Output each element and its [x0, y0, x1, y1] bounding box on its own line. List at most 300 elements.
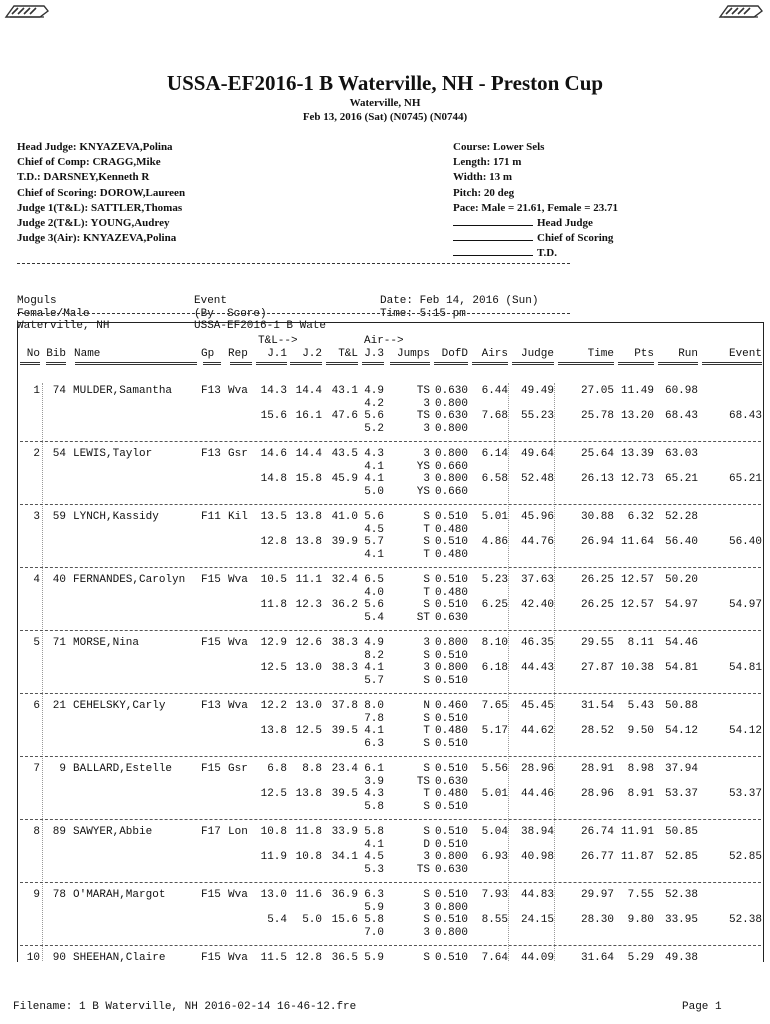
- divider: [17, 263, 570, 264]
- run-score: 49.38: [664, 952, 698, 962]
- judge1-score: 14.6: [260, 448, 287, 460]
- jump-code: S: [423, 800, 430, 813]
- airs-score: 5.01: [481, 788, 508, 800]
- row-separator: [20, 756, 761, 757]
- air-judge-score: 4.0: [364, 586, 384, 599]
- column-header-rep: Rep: [228, 348, 248, 360]
- bib-number: 59: [52, 511, 66, 523]
- degree-of-difficulty: 0.630: [434, 863, 468, 876]
- time-points: 5.43: [627, 700, 654, 712]
- degree-of-difficulty: 0.510: [434, 649, 468, 662]
- course-width: Width: 13 m: [453, 171, 513, 184]
- airs-score: 5.04: [481, 826, 508, 838]
- turns-score: 38.3: [331, 662, 358, 674]
- competitor-name: LEWIS,Taylor: [73, 448, 153, 460]
- jump-code: T: [423, 586, 430, 599]
- signature-head-judge: Head Judge: [453, 216, 618, 231]
- turns-score: 34.1: [331, 851, 358, 863]
- run-score: 68.43: [664, 410, 698, 422]
- age-group: F15: [201, 889, 221, 901]
- degree-of-difficulty: 0.510: [434, 712, 468, 725]
- column-header-name: Name: [74, 348, 101, 360]
- run-score: 50.85: [664, 826, 698, 838]
- time-points: 8.11: [627, 637, 654, 649]
- time-points: 11.64: [620, 536, 654, 548]
- degree-of-difficulty: 0.510: [434, 914, 468, 926]
- column-header-jumps: Jumps: [396, 348, 430, 360]
- jump-code: S: [423, 914, 430, 926]
- judge1-score: 11.8: [260, 599, 287, 611]
- event-info-col3: Date: Feb 14, 2016 (Sun) Time: 5:15 pm: [380, 295, 539, 320]
- judge-total: 42.40: [520, 599, 554, 611]
- judge-total: 44.62: [520, 725, 554, 737]
- run-score: 54.81: [664, 662, 698, 674]
- air-judge-score: 4.5: [364, 523, 384, 536]
- degree-of-difficulty: 0.510: [434, 838, 468, 851]
- degree-of-difficulty: 0.800: [434, 662, 468, 674]
- degree-of-difficulty: 0.510: [434, 737, 468, 750]
- air-judge-score: 4.1: [364, 725, 384, 737]
- air-judge-score: 8.2: [364, 649, 384, 662]
- judge1-score: 6.8: [267, 763, 287, 775]
- age-group: F15: [201, 637, 221, 649]
- airs-score: 6.44: [481, 385, 508, 397]
- time-points: 11.49: [620, 385, 654, 397]
- jump-code: YS: [416, 460, 430, 473]
- degree-of-difficulty: 0.800: [434, 637, 468, 649]
- column-header-pts: Pts: [634, 348, 654, 360]
- jump-code: 3: [423, 448, 430, 460]
- time-points: 9.80: [627, 914, 654, 926]
- judge-total: 52.48: [520, 473, 554, 485]
- run-score: 37.94: [664, 763, 698, 775]
- judge2-score: 12.6: [295, 637, 322, 649]
- club-rep: Kil: [228, 511, 248, 523]
- judge1-score: 10.5: [260, 574, 287, 586]
- column-group-tl: T&L-->: [258, 335, 298, 347]
- column-header-dofd: DofD: [441, 348, 468, 360]
- degree-of-difficulty: 0.800: [434, 422, 468, 435]
- jump-code: S: [423, 952, 430, 962]
- run-time: 26.74: [580, 826, 614, 838]
- rank-number: 3: [33, 511, 40, 523]
- age-group: F13: [201, 700, 221, 712]
- degree-of-difficulty: 0.660: [434, 485, 468, 498]
- time-points: 8.98: [627, 763, 654, 775]
- event-score: 54.81: [728, 662, 762, 674]
- jump-code: T: [423, 523, 430, 536]
- judge2-score: 5.0: [302, 914, 322, 926]
- run-score: 33.95: [664, 914, 698, 926]
- judge1-score: 11.9: [260, 851, 287, 863]
- header-underline: [512, 362, 554, 365]
- rank-number: 8: [33, 826, 40, 838]
- competitor-name: MORSE,Nina: [73, 637, 140, 649]
- run-time: 28.30: [580, 914, 614, 926]
- run-score: 52.85: [664, 851, 698, 863]
- judge-total: 46.35: [520, 637, 554, 649]
- event-score: 52.85: [728, 851, 762, 863]
- rank-number: 4: [33, 574, 40, 586]
- judge2-score: 12.5: [295, 725, 322, 737]
- column-header-airs: Airs: [481, 348, 508, 360]
- time-points: 13.20: [620, 410, 654, 422]
- official-chief-of-comp: Chief of Comp: CRAGG,Mike: [17, 156, 161, 169]
- judge2-score: 13.8: [295, 788, 322, 800]
- ussa-logo: [4, 3, 50, 19]
- event-score: 52.38: [728, 914, 762, 926]
- airs-score: 6.58: [481, 473, 508, 485]
- club-rep: Wva: [228, 574, 248, 586]
- bib-number: 54: [52, 448, 66, 460]
- judge-total: 49.64: [520, 448, 554, 460]
- jump-code: S: [423, 889, 430, 901]
- judge1-score: 13.0: [260, 889, 287, 901]
- column-header-j3: J.3: [364, 348, 384, 360]
- jump-code: S: [423, 536, 430, 548]
- turns-score: 43.5: [331, 448, 358, 460]
- run-time: 29.97: [580, 889, 614, 901]
- air-judge-score: 5.0: [364, 485, 384, 498]
- run-time: 30.88: [580, 511, 614, 523]
- degree-of-difficulty: 0.800: [434, 448, 468, 460]
- run-score: 53.37: [664, 788, 698, 800]
- air-judge-score: 4.1: [364, 548, 384, 561]
- official-td: T.D.: DARSNEY,Kenneth R: [17, 171, 150, 184]
- report-title: USSA-EF2016-1 B Waterville, NH - Preston Cup: [166, 71, 604, 95]
- club-rep: Wva: [228, 889, 248, 901]
- signature-chief-of-scoring: Chief of Scoring: [453, 231, 618, 246]
- jump-code: S: [423, 712, 430, 725]
- club-rep: Gsr: [228, 448, 248, 460]
- degree-of-difficulty: 0.630: [434, 385, 468, 397]
- judge2-score: 13.8: [295, 511, 322, 523]
- bib-number: 21: [52, 700, 66, 712]
- degree-of-difficulty: 0.510: [434, 536, 468, 548]
- air-judge-score: 5.8: [364, 914, 384, 926]
- air-judge-score: 6.1: [364, 763, 384, 775]
- club-rep: Wva: [228, 637, 248, 649]
- run-time: 26.94: [580, 536, 614, 548]
- judge1-score: 12.8: [260, 536, 287, 548]
- judge2-score: 12.8: [295, 952, 322, 962]
- judge-total: 44.46: [520, 788, 554, 800]
- airs-score: 5.01: [481, 511, 508, 523]
- turns-score: 45.9: [331, 473, 358, 485]
- age-group: F15: [201, 952, 221, 962]
- bib-number: 74: [52, 385, 66, 397]
- judge-total: 44.83: [520, 889, 554, 901]
- air-judge-score: 7.0: [364, 926, 384, 939]
- judge1-score: 12.2: [260, 700, 287, 712]
- run-time: 27.87: [580, 662, 614, 674]
- jump-code: 3: [423, 637, 430, 649]
- bib-number: 9: [59, 763, 66, 775]
- jump-code: 3: [423, 422, 430, 435]
- judge-total: 49.49: [520, 385, 554, 397]
- row-separator: [20, 882, 761, 883]
- turns-score: 43.1: [331, 385, 358, 397]
- degree-of-difficulty: 0.480: [434, 725, 468, 737]
- turns-score: 38.3: [331, 637, 358, 649]
- run-score: 60.98: [664, 385, 698, 397]
- column-header-event: Event: [728, 348, 762, 360]
- header-underline: [46, 362, 66, 365]
- degree-of-difficulty: 0.510: [434, 800, 468, 813]
- air-judge-score: 4.3: [364, 788, 384, 800]
- jump-code: TS: [416, 775, 430, 788]
- run-time: 28.52: [580, 725, 614, 737]
- airs-score: 4.86: [481, 536, 508, 548]
- ussa-logo: [718, 3, 764, 19]
- time-points: 5.29: [627, 952, 654, 962]
- air-judge-score: 5.7: [364, 674, 384, 687]
- degree-of-difficulty: 0.800: [434, 397, 468, 410]
- airs-score: 7.93: [481, 889, 508, 901]
- run-time: 26.13: [580, 473, 614, 485]
- judge2-score: 14.4: [295, 448, 322, 460]
- competitor-name: LYNCH,Kassidy: [73, 511, 159, 523]
- judge2-score: 16.1: [295, 410, 322, 422]
- rank-number: 7: [33, 763, 40, 775]
- header-underline: [434, 362, 468, 365]
- judge1-score: 12.9: [260, 637, 287, 649]
- row-separator: [20, 819, 761, 820]
- turns-score: 36.5: [331, 952, 358, 962]
- time-points: 9.50: [627, 725, 654, 737]
- column-header-run: Run: [678, 348, 698, 360]
- time-points: 12.73: [620, 473, 654, 485]
- air-judge-score: 5.8: [364, 800, 384, 813]
- air-judge-score: 8.0: [364, 700, 384, 712]
- airs-score: 5.17: [481, 725, 508, 737]
- run-score: 54.12: [664, 725, 698, 737]
- judge-total: 44.43: [520, 662, 554, 674]
- header-underline: [230, 362, 252, 365]
- judge-total: 44.76: [520, 536, 554, 548]
- turns-score: 33.9: [331, 826, 358, 838]
- judge1-score: 14.3: [260, 385, 287, 397]
- turns-score: 39.5: [331, 788, 358, 800]
- officials-list: [17, 140, 185, 246]
- degree-of-difficulty: 0.480: [434, 548, 468, 561]
- air-judge-score: 4.1: [364, 662, 384, 674]
- bib-number: 40: [52, 574, 66, 586]
- degree-of-difficulty: 0.510: [434, 889, 468, 901]
- run-score: 63.03: [664, 448, 698, 460]
- air-judge-score: 5.9: [364, 901, 384, 914]
- judge1-score: 12.5: [260, 788, 287, 800]
- judge1-score: 10.8: [260, 826, 287, 838]
- jump-code: TS: [416, 863, 430, 876]
- run-time: 28.96: [580, 788, 614, 800]
- bib-number: 89: [52, 826, 66, 838]
- airs-score: 6.25: [481, 599, 508, 611]
- header-underline: [618, 362, 654, 365]
- jump-code: S: [423, 649, 430, 662]
- column-group-air: Air-->: [364, 335, 404, 347]
- degree-of-difficulty: 0.510: [434, 599, 468, 611]
- judge2-score: 13.8: [295, 536, 322, 548]
- degree-of-difficulty: 0.630: [434, 410, 468, 422]
- degree-of-difficulty: 0.630: [434, 611, 468, 624]
- jump-code: S: [423, 763, 430, 775]
- air-judge-score: 5.6: [364, 599, 384, 611]
- run-time: 29.55: [580, 637, 614, 649]
- air-judge-score: 4.1: [364, 473, 384, 485]
- run-time: 25.64: [580, 448, 614, 460]
- run-time: 26.25: [580, 599, 614, 611]
- event-info-col1: Moguls Female/Male Waterville, NH: [17, 295, 110, 333]
- jump-code: S: [423, 674, 430, 687]
- rank-number: 10: [26, 952, 40, 962]
- run-score: 65.21: [664, 473, 698, 485]
- column-separator: [554, 383, 555, 962]
- air-judge-score: 4.9: [364, 637, 384, 649]
- judge-total: 37.63: [520, 574, 554, 586]
- rank-number: 1: [33, 385, 40, 397]
- air-judge-score: 7.8: [364, 712, 384, 725]
- event-score: 65.21: [728, 473, 762, 485]
- judge1-score: 15.6: [260, 410, 287, 422]
- air-judge-score: 5.3: [364, 863, 384, 876]
- footer-filename: Filename: 1 B Waterville, NH 2016-02-14 16-46-12.fre: [13, 1001, 357, 1013]
- judge1-score: 11.5: [260, 952, 287, 962]
- row-separator: [20, 441, 761, 442]
- rank-number: 6: [33, 700, 40, 712]
- time-points: 12.57: [620, 599, 654, 611]
- official-chief-of-scoring: Chief of Scoring: DOROW,Laureen: [17, 186, 186, 199]
- jump-code: ST: [416, 611, 430, 624]
- air-judge-score: 5.9: [364, 952, 384, 962]
- degree-of-difficulty: 0.510: [434, 763, 468, 775]
- competitor-name: MULDER,Samantha: [73, 385, 173, 397]
- header-underline: [20, 362, 40, 365]
- course-pitch: Pitch: 20 deg: [453, 186, 515, 199]
- time-points: 7.55: [627, 889, 654, 901]
- official-judge-2: Judge 2(T&L): YOUNG,Audrey: [17, 217, 170, 230]
- club-rep: Lon: [228, 826, 248, 838]
- event-date-line: Feb 13, 2016 (Sat) (N0745) (N0744): [302, 111, 468, 123]
- airs-score: 5.56: [481, 763, 508, 775]
- degree-of-difficulty: 0.660: [434, 460, 468, 473]
- degree-of-difficulty: 0.800: [434, 926, 468, 939]
- turns-score: 32.4: [331, 574, 358, 586]
- age-group: F17: [201, 826, 221, 838]
- air-judge-score: 5.4: [364, 611, 384, 624]
- degree-of-difficulty: 0.480: [434, 788, 468, 800]
- course-length: Length: 171 m: [453, 156, 522, 169]
- degree-of-difficulty: 0.800: [434, 473, 468, 485]
- airs-score: 8.10: [481, 637, 508, 649]
- run-time: 25.78: [580, 410, 614, 422]
- judge1-score: 5.4: [267, 914, 287, 926]
- turns-score: 37.8: [331, 700, 358, 712]
- jump-code: 3: [423, 473, 430, 485]
- age-group: F15: [201, 574, 221, 586]
- air-judge-score: 5.7: [364, 536, 384, 548]
- air-judge-score: 6.5: [364, 574, 384, 586]
- turns-score: 47.6: [331, 410, 358, 422]
- degree-of-difficulty: 0.510: [434, 952, 468, 962]
- judge2-score: 14.4: [295, 385, 322, 397]
- header-underline: [290, 362, 322, 365]
- club-rep: Gsr: [228, 763, 248, 775]
- results-table: [17, 322, 764, 962]
- age-group: F15: [201, 763, 221, 775]
- header-underline: [75, 362, 197, 365]
- run-time: 28.91: [580, 763, 614, 775]
- degree-of-difficulty: 0.480: [434, 523, 468, 536]
- judge2-score: 15.8: [295, 473, 322, 485]
- time-points: 11.87: [620, 851, 654, 863]
- rank-number: 2: [33, 448, 40, 460]
- rank-number: 5: [33, 637, 40, 649]
- age-group: F13: [201, 385, 221, 397]
- degree-of-difficulty: 0.800: [434, 851, 468, 863]
- jump-code: D: [423, 838, 430, 851]
- jump-code: T: [423, 548, 430, 561]
- air-judge-score: 4.9: [364, 385, 384, 397]
- run-score: 54.46: [664, 637, 698, 649]
- header-underline: [658, 362, 698, 365]
- competitor-name: O'MARAH,Margot: [73, 889, 166, 901]
- bib-number: 90: [52, 952, 66, 962]
- judge-total: 38.94: [520, 826, 554, 838]
- air-judge-score: 6.3: [364, 889, 384, 901]
- judge2-score: 8.8: [302, 763, 322, 775]
- time-points: 8.91: [627, 788, 654, 800]
- divider: [17, 313, 570, 314]
- column-header-no: No: [26, 348, 40, 360]
- degree-of-difficulty: 0.510: [434, 674, 468, 687]
- event-info-col2: Event (By Score) USSA-EF2016-1 B Wate: [194, 295, 327, 333]
- judge-total: 55.23: [520, 410, 554, 422]
- event-location: Waterville, NH: [349, 97, 421, 109]
- judge2-score: 10.8: [295, 851, 322, 863]
- air-judge-score: 6.3: [364, 737, 384, 750]
- time-points: 11.91: [620, 826, 654, 838]
- run-time: 26.77: [580, 851, 614, 863]
- degree-of-difficulty: 0.510: [434, 826, 468, 838]
- air-judge-score: 4.1: [364, 838, 384, 851]
- airs-score: 6.14: [481, 448, 508, 460]
- judge-total: 45.45: [520, 700, 554, 712]
- judge1-score: 12.5: [260, 662, 287, 674]
- jump-code: T: [423, 788, 430, 800]
- airs-score: 6.93: [481, 851, 508, 863]
- judge-total: 44.09: [520, 952, 554, 962]
- event-score: 54.97: [728, 599, 762, 611]
- row-separator: [20, 567, 761, 568]
- judge-total: 45.96: [520, 511, 554, 523]
- competitor-name: SHEEHAN,Claire: [73, 952, 166, 962]
- jump-code: YS: [416, 485, 430, 498]
- course-info: [453, 140, 618, 262]
- header-underline: [326, 362, 358, 365]
- airs-score: 7.68: [481, 410, 508, 422]
- jump-code: 3: [423, 662, 430, 674]
- column-header-time: Time: [587, 348, 614, 360]
- judge-total: 28.96: [520, 763, 554, 775]
- judge2-score: 13.0: [295, 662, 322, 674]
- degree-of-difficulty: 0.480: [434, 586, 468, 599]
- judge1-score: 13.8: [260, 725, 287, 737]
- run-score: 50.20: [664, 574, 698, 586]
- column-header-bib: Bib: [46, 348, 66, 360]
- air-judge-score: 4.5: [364, 851, 384, 863]
- turns-score: 23.4: [331, 763, 358, 775]
